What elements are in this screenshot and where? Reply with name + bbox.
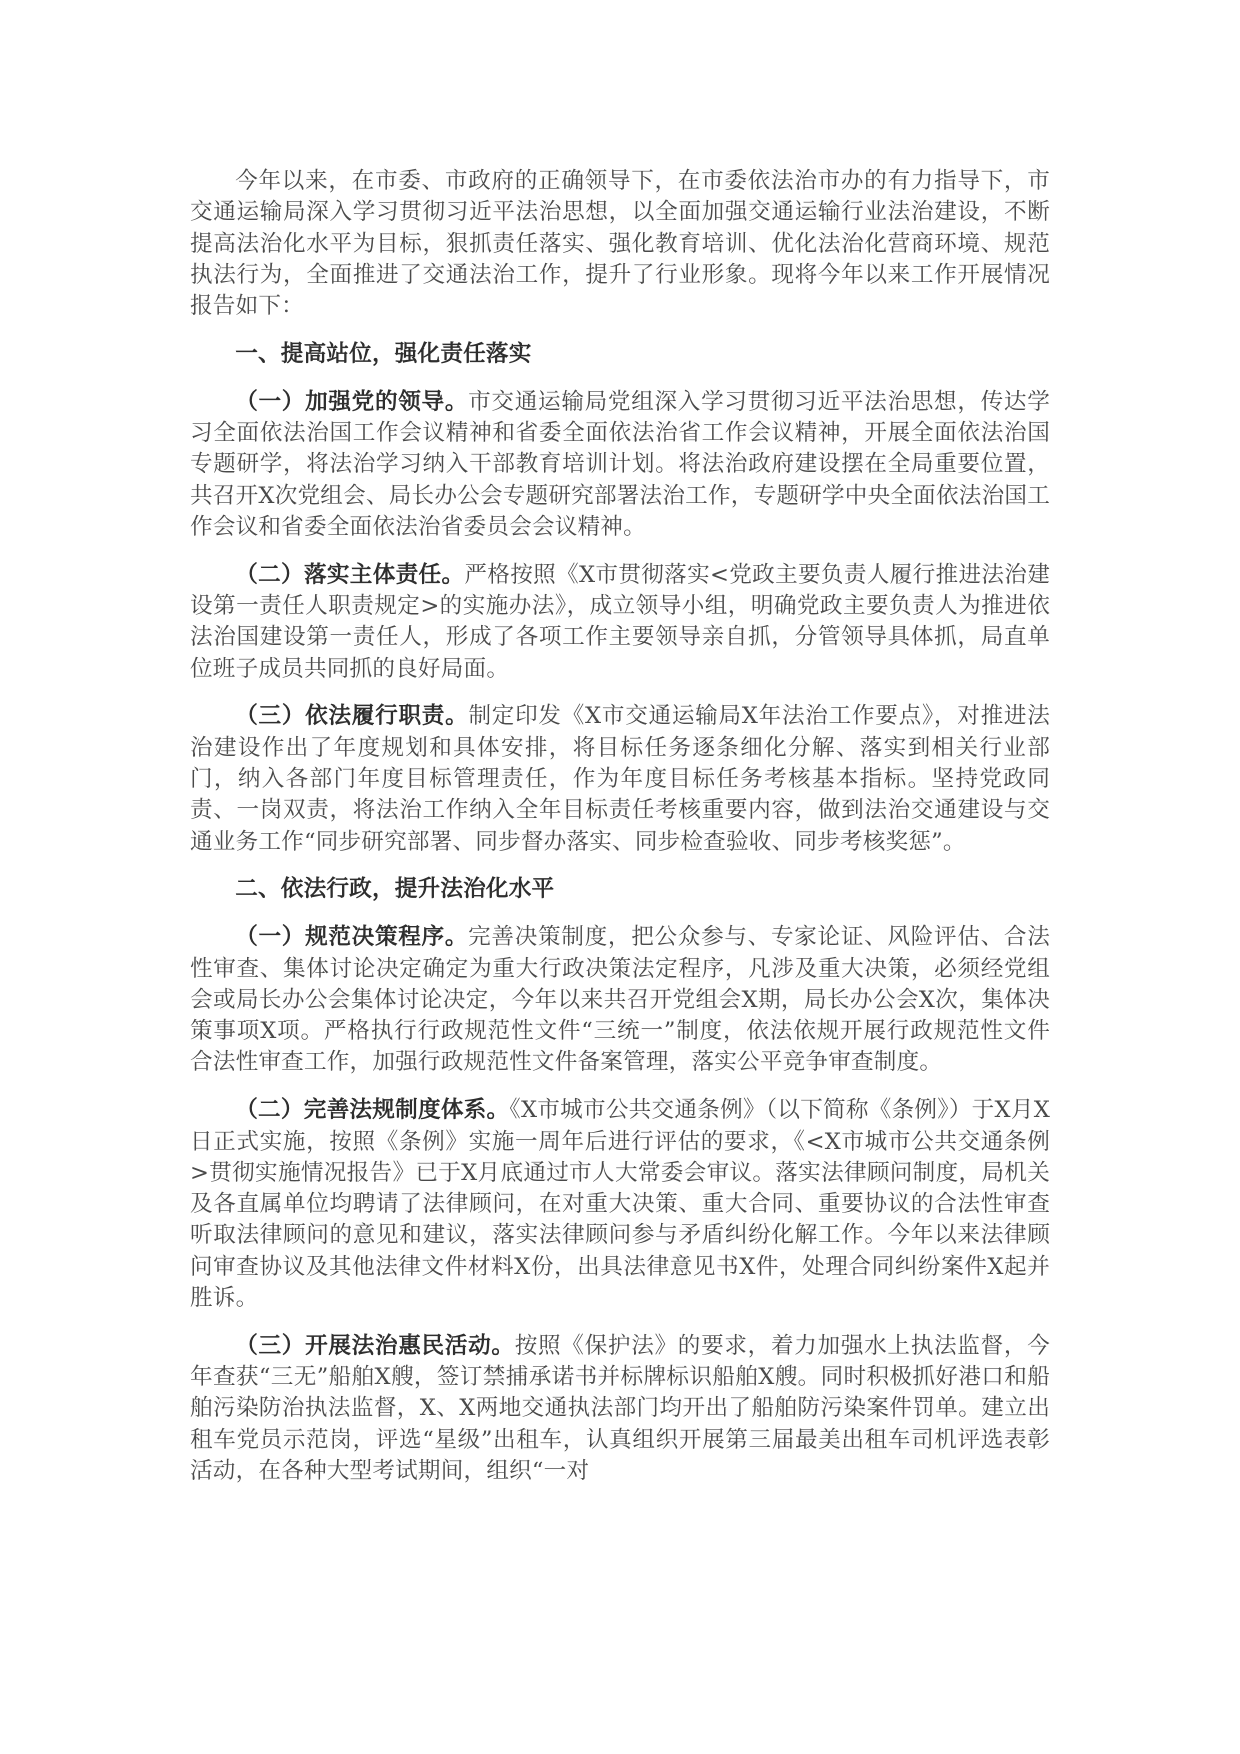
section-1-item-3 [190,701,1050,857]
item-text: 制定印发《X市交通运输局X年法治工作要点》，对推进法治建设作出了年度规划和具体安排，将目标任务逐条细化分解、落实到相关行业部门，纳入各部门年度目标管理责任，作为年度目标任务考核基本指标。坚持党政同责、一岗双责，将法治工作纳入全年目标责任考核重要内容，做到法治交通建设与交通业务工作“同步研究部署、同步督办落实、同步检查验收、同步考核奖惩”。 [190,703,1051,855]
section-heading-2: 二、依法行政，提升法治化水平 [235,876,555,903]
item-lead: （二）完善法规制度体系。 [235,1097,510,1124]
item-lead: （三）依法履行职责。 [235,703,469,730]
item-text: 完善决策制度，把公众参与、专家论证、风险评估、合法性审查、集体讨论决定确定为重大行政决策法定程序，凡涉及重大决策，必须经党组会或局长办公会集体讨论决定，今年以来共召开党组会X期，局长办公会X次，集体决策事项X项。严格执行行政规范性文件“三统一”制度，依法依规开展行政规范性文件合法性审查工作，加强行政规范性文件备案管理，落实公平竞争审查制度。 [190,924,1051,1076]
section-1-item-1 [190,387,1050,543]
section-1-item-2 [190,560,1050,685]
intro-paragraph: 今年以来，在市委、市政府的正确领导下，在市委依法治市办的有力指导下，市交通运输局深入学习贯彻习近平法治思想，以全面加强交通运输行业法治建设，不断提高法治化水平为目标，狠抓责任落实、强化教育培训、优化法治化营商环境、规范执法行为，全面推进了交通法治工作，提升了行业形象。现将今年以来工作开展情况报告如下： [190,168,1050,320]
item-lead: （一）规范决策程序。 [235,924,469,951]
item-text: 严格按照《X市贯彻落实<党政主要负责人履行推进法治建设第一责任人职责规定>的实施办法》，成立领导小组，明确党政主要负责人为推进依法治国建设第一责任人，形成了各项工作主要领导亲自抓，分管领导具体抓，局直单位班子成员共同抓的良好局面。 [190,561,1051,682]
item-lead: （一）加强党的领导。 [235,388,469,415]
section-2-item-3 [190,1331,1050,1487]
item-text: 《X市城市公共交通条例》（以下简称《条例》）于X月X日正式实施，按照《条例》实施一周年后进行评估的要求，《<X市城市公共交通条例>贯彻实施情况报告》已于X月底通过市人大常委会审议。落实法律顾问制度，局机关及各直属单位均聘请了法律顾问，在对重大决策、重大合同、重要协议的合法性审查听取法律顾问的意见和建议，落实法律顾问参与矛盾纠纷化解工作。今年以来法律顾问审查协议及其他法律文件材料X份，出具法律意见书X件，处理合同纠纷案件X起并胜诉。 [190,1097,1050,1311]
item-lead: （三）开展法治惠民活动。 [235,1332,515,1359]
item-text: 市交通运输局党组深入学习贯彻习近平法治思想，传达学习全面依法治国工作会议精神和省委全面依法治省工作会议精神，开展全面依法治国专题研学，将法治学习纳入干部教育培训计划。将法治政府建设摆在全局重要位置，共召开X次党组会、局长办公会专题研究部署法治工作，专题研学中央全面依法治国工作会议和省委全面依法治省委员会会议精神。 [190,388,1051,540]
item-lead: （二）落实主体责任。 [235,561,465,588]
section-2-item-1 [190,922,1050,1078]
section-heading-1: 一、提高站位，强化责任落实 [235,340,532,367]
section-2-item-2 [190,1095,1050,1314]
document-page [190,166,1050,1504]
item-text: 按照《保护法》的要求，着力加强水上执法监督，今年查获“三无”船舶X艘，签订禁捕承诺书并标牌标识船舶X艘。同时积极抓好港口和船舶污染防治执法监督，X、X两地交通执法部门均开出了船舶防污染案件罚单。建立出租车党员示范岗，评选“星级”出租车，认真组织开展第三届最美出租车司机评选表彰活动，在各种大型考试期间，组织“一对 [190,1332,1050,1484]
